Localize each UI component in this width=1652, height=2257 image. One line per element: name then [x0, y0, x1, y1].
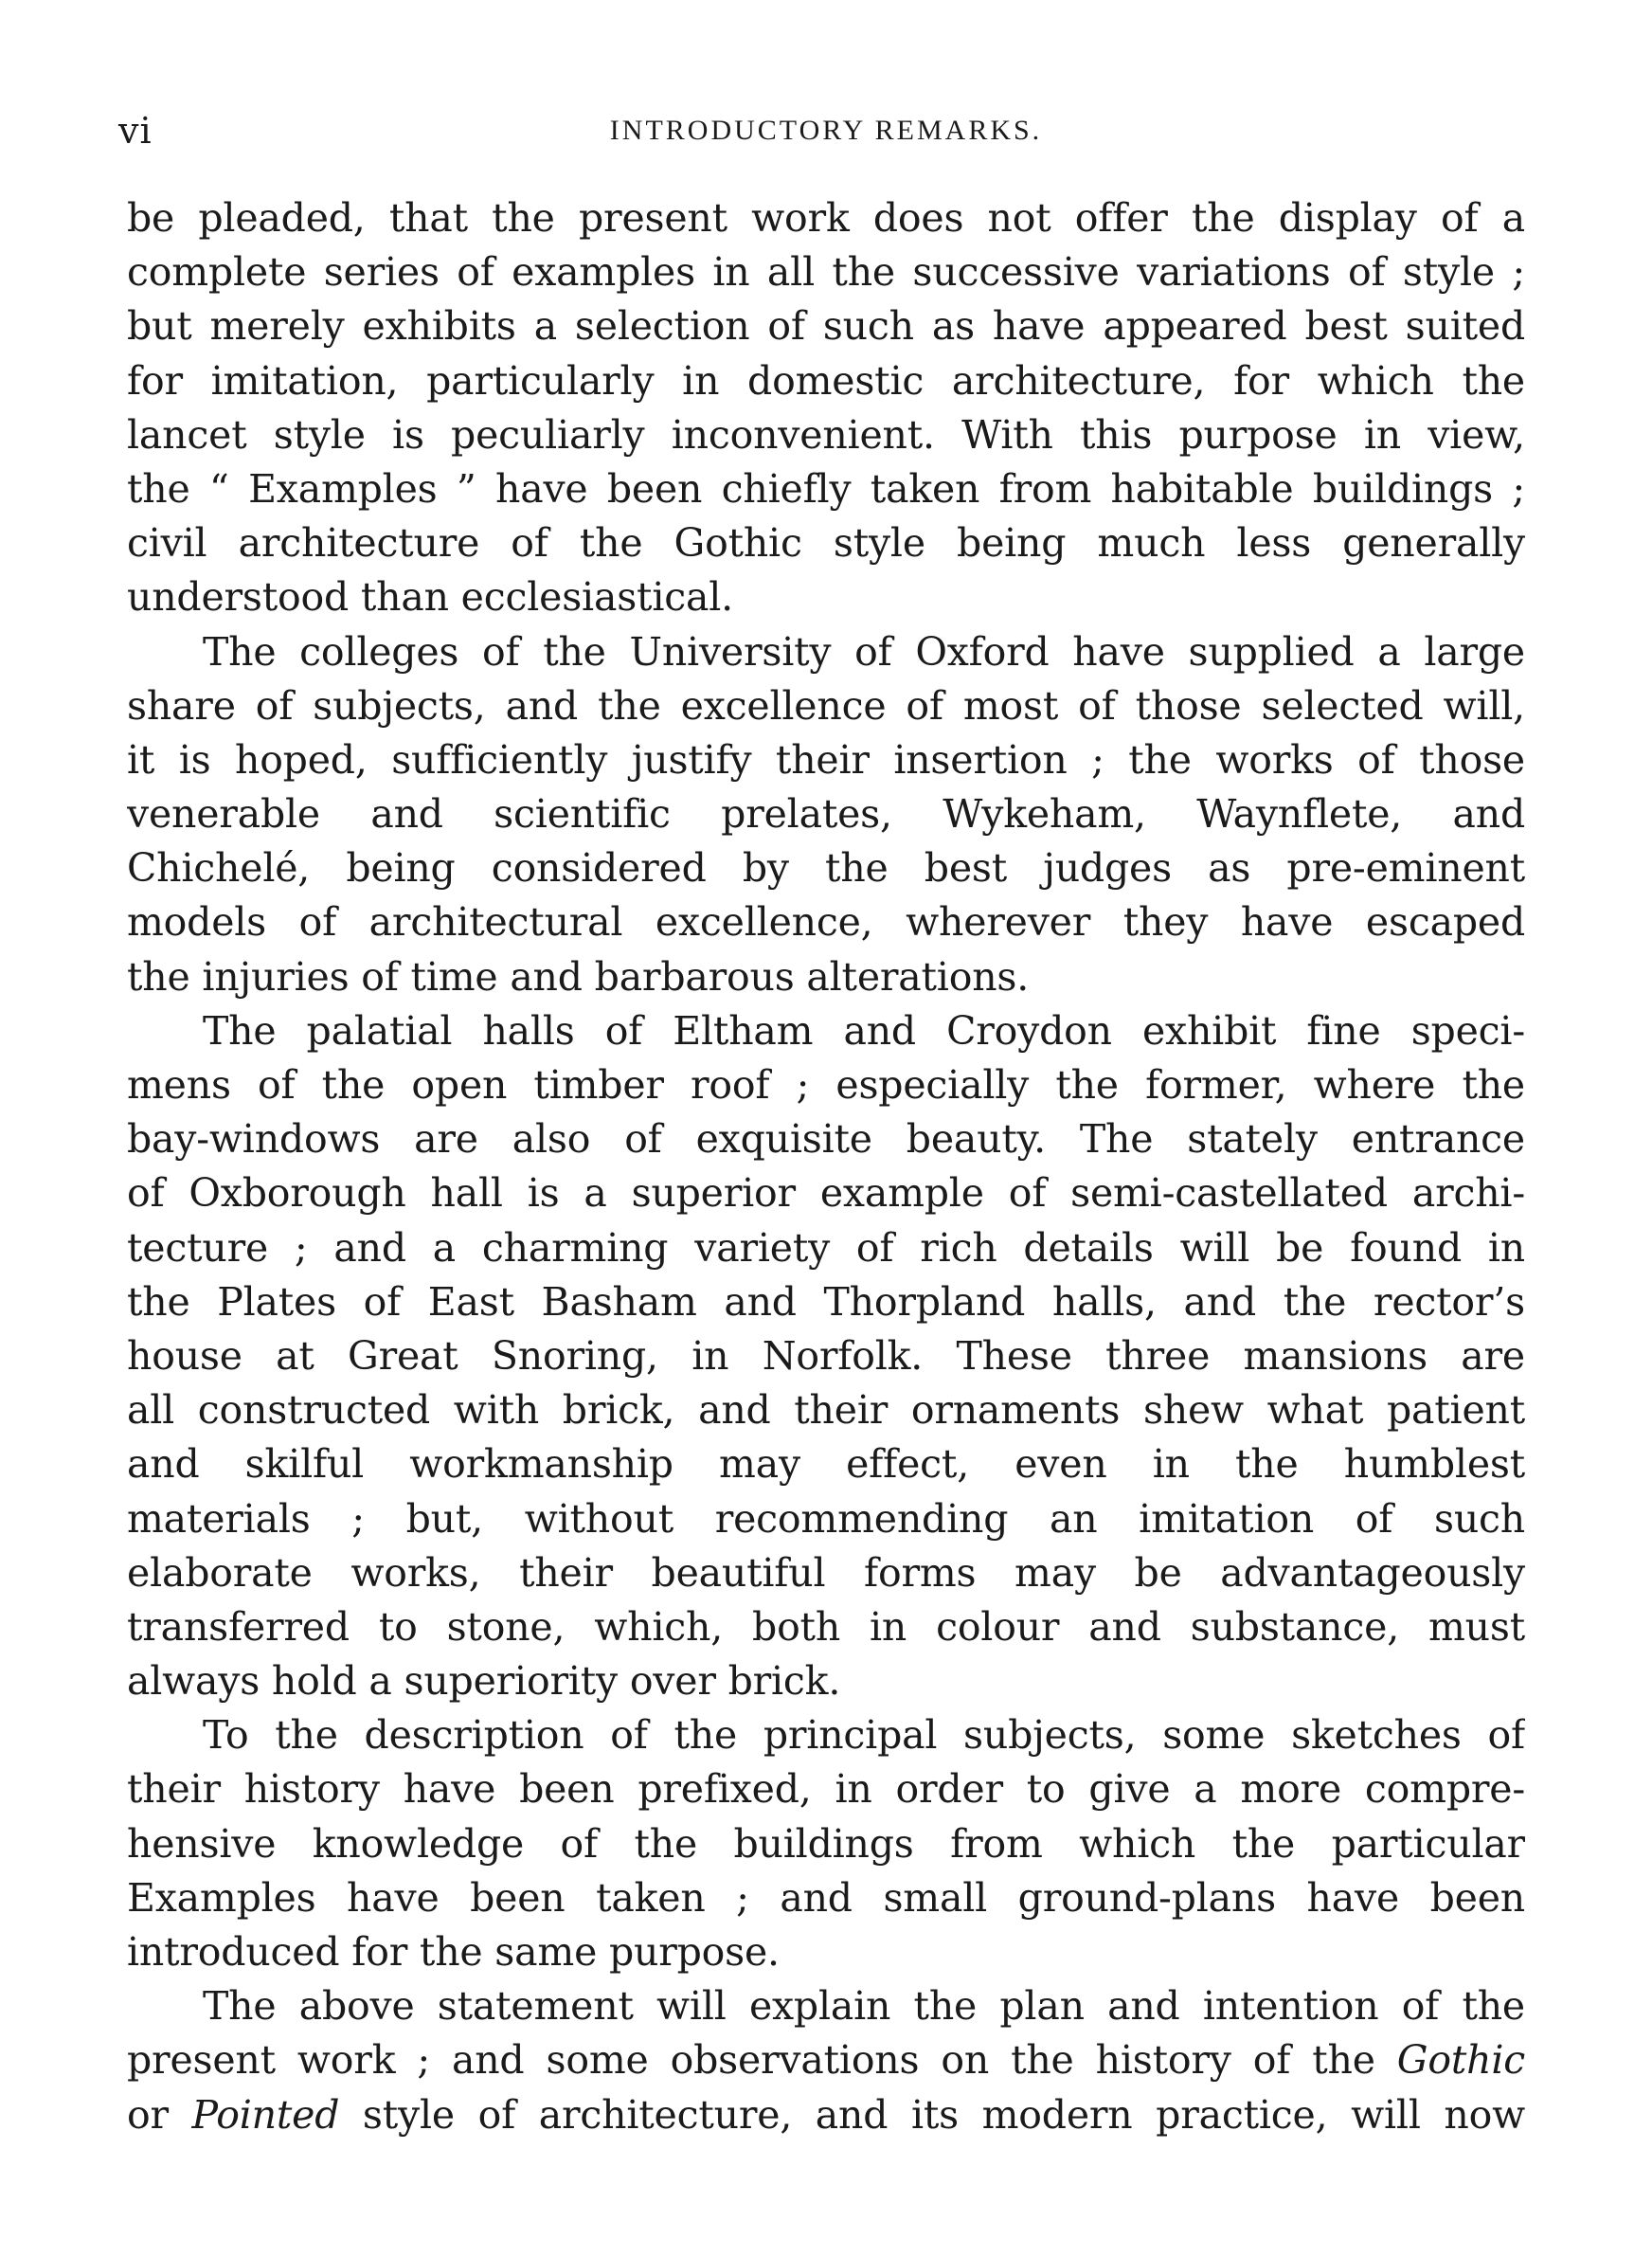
text-line: Chichelé, being considered by the best judges as pre-eminent — [127, 845, 1525, 892]
text-line: introduced for the same purpose. — [127, 1929, 780, 1975]
paragraph-5 — [127, 1979, 1525, 2142]
text-fragment: style of architecture, and its modern practice, will now — [362, 2091, 1525, 2138]
text-line: lancet style is peculiarly inconvenient. With this purpose in view, — [127, 411, 1525, 458]
text-line: To the description of the principal subjects, some sketches of — [203, 1712, 1525, 1759]
text-line: their history have been prefixed, in order to give a more compre- — [127, 1766, 1525, 1813]
text-fragment: or — [127, 2091, 169, 2138]
text-line: of Oxborough hall is a superior example of semi-castellated archi- — [127, 1170, 1525, 1217]
text-line: The colleges of the University of Oxford have supplied a large — [203, 628, 1525, 675]
text-line: models of architectural excellence, wherever they have escaped — [127, 899, 1525, 946]
paragraph-1 — [127, 191, 1525, 625]
text-line: the Plates of East Basham and Thorpland halls, and the rector’s — [127, 1278, 1525, 1325]
paragraph-3 — [127, 1004, 1525, 1708]
running-title: INTRODUCTORY REMARKS. — [609, 115, 1043, 146]
text-line: bay-windows are also of exquisite beauty. The stately entrance — [127, 1116, 1525, 1163]
text-line: The above statement will explain the plan and intention of the — [203, 1983, 1525, 2030]
text-line: mens of the open timber roof ; especially the former, where the — [127, 1062, 1525, 1108]
text-line: hensive knowledge of the buildings from which the particular — [127, 1820, 1525, 1867]
page-number: vi — [118, 110, 153, 152]
body-text — [127, 191, 1525, 2142]
text-fragment: present work ; and some observations on the history of the — [127, 2037, 1375, 2084]
italic-word: Gothic — [1396, 2037, 1525, 2084]
text-line: tecture ; and a charming variety of rich details will be found in — [127, 1224, 1525, 1271]
text-line — [127, 2033, 1525, 2087]
page-header — [0, 102, 1652, 159]
text-line: elaborate works, their beautiful forms may be advantageously — [127, 1549, 1525, 1596]
text-line: venerable and scientific prelates, Wykeham, Waynflete, and — [127, 791, 1525, 838]
text-line: be pleaded, that the present work does not offer the display of a — [127, 195, 1525, 241]
paragraph-2 — [127, 625, 1525, 1004]
text-line: share of subjects, and the excellence of most of those selected will, — [127, 682, 1525, 729]
text-line: the injuries of time and barbarous alterations. — [127, 953, 1030, 1000]
text-line: materials ; but, without recommending an imitation of such — [127, 1495, 1525, 1542]
text-line: always hold a superiority over brick. — [127, 1658, 841, 1705]
text-line: the “ Examples ” have been chiefly taken from habitable buildings ; — [127, 465, 1525, 512]
text-line: for imitation, particularly in domestic architecture, for which the — [127, 357, 1525, 404]
text-line: transferred to stone, which, both in colour and substance, must — [127, 1603, 1525, 1650]
text-line: The palatial halls of Eltham and Croydon exhibit fine speci- — [203, 1007, 1525, 1054]
text-line: and skilful workmanship may effect, even in the humblest — [127, 1441, 1525, 1488]
text-line: but merely exhibits a selection of such as have appeared best suited — [127, 303, 1525, 350]
text-line: all constructed with brick, and their ornaments shew what patient — [127, 1387, 1525, 1434]
text-line: Examples have been taken ; and small ground-plans have been — [127, 1874, 1525, 1921]
italic-word: Pointed — [191, 2091, 340, 2138]
text-line — [127, 2088, 1525, 2142]
paragraph-4 — [127, 1708, 1525, 1979]
text-line: it is hoped, sufficiently justify their insertion ; the works of those — [127, 736, 1525, 783]
text-line: complete series of examples in all the successive variations of style ; — [127, 249, 1525, 296]
text-line: civil architecture of the Gothic style being much less generally — [127, 520, 1525, 567]
text-line: house at Great Snoring, in Norfolk. These three mansions are — [127, 1332, 1525, 1379]
text-line: understood than ecclesiastical. — [127, 574, 733, 621]
